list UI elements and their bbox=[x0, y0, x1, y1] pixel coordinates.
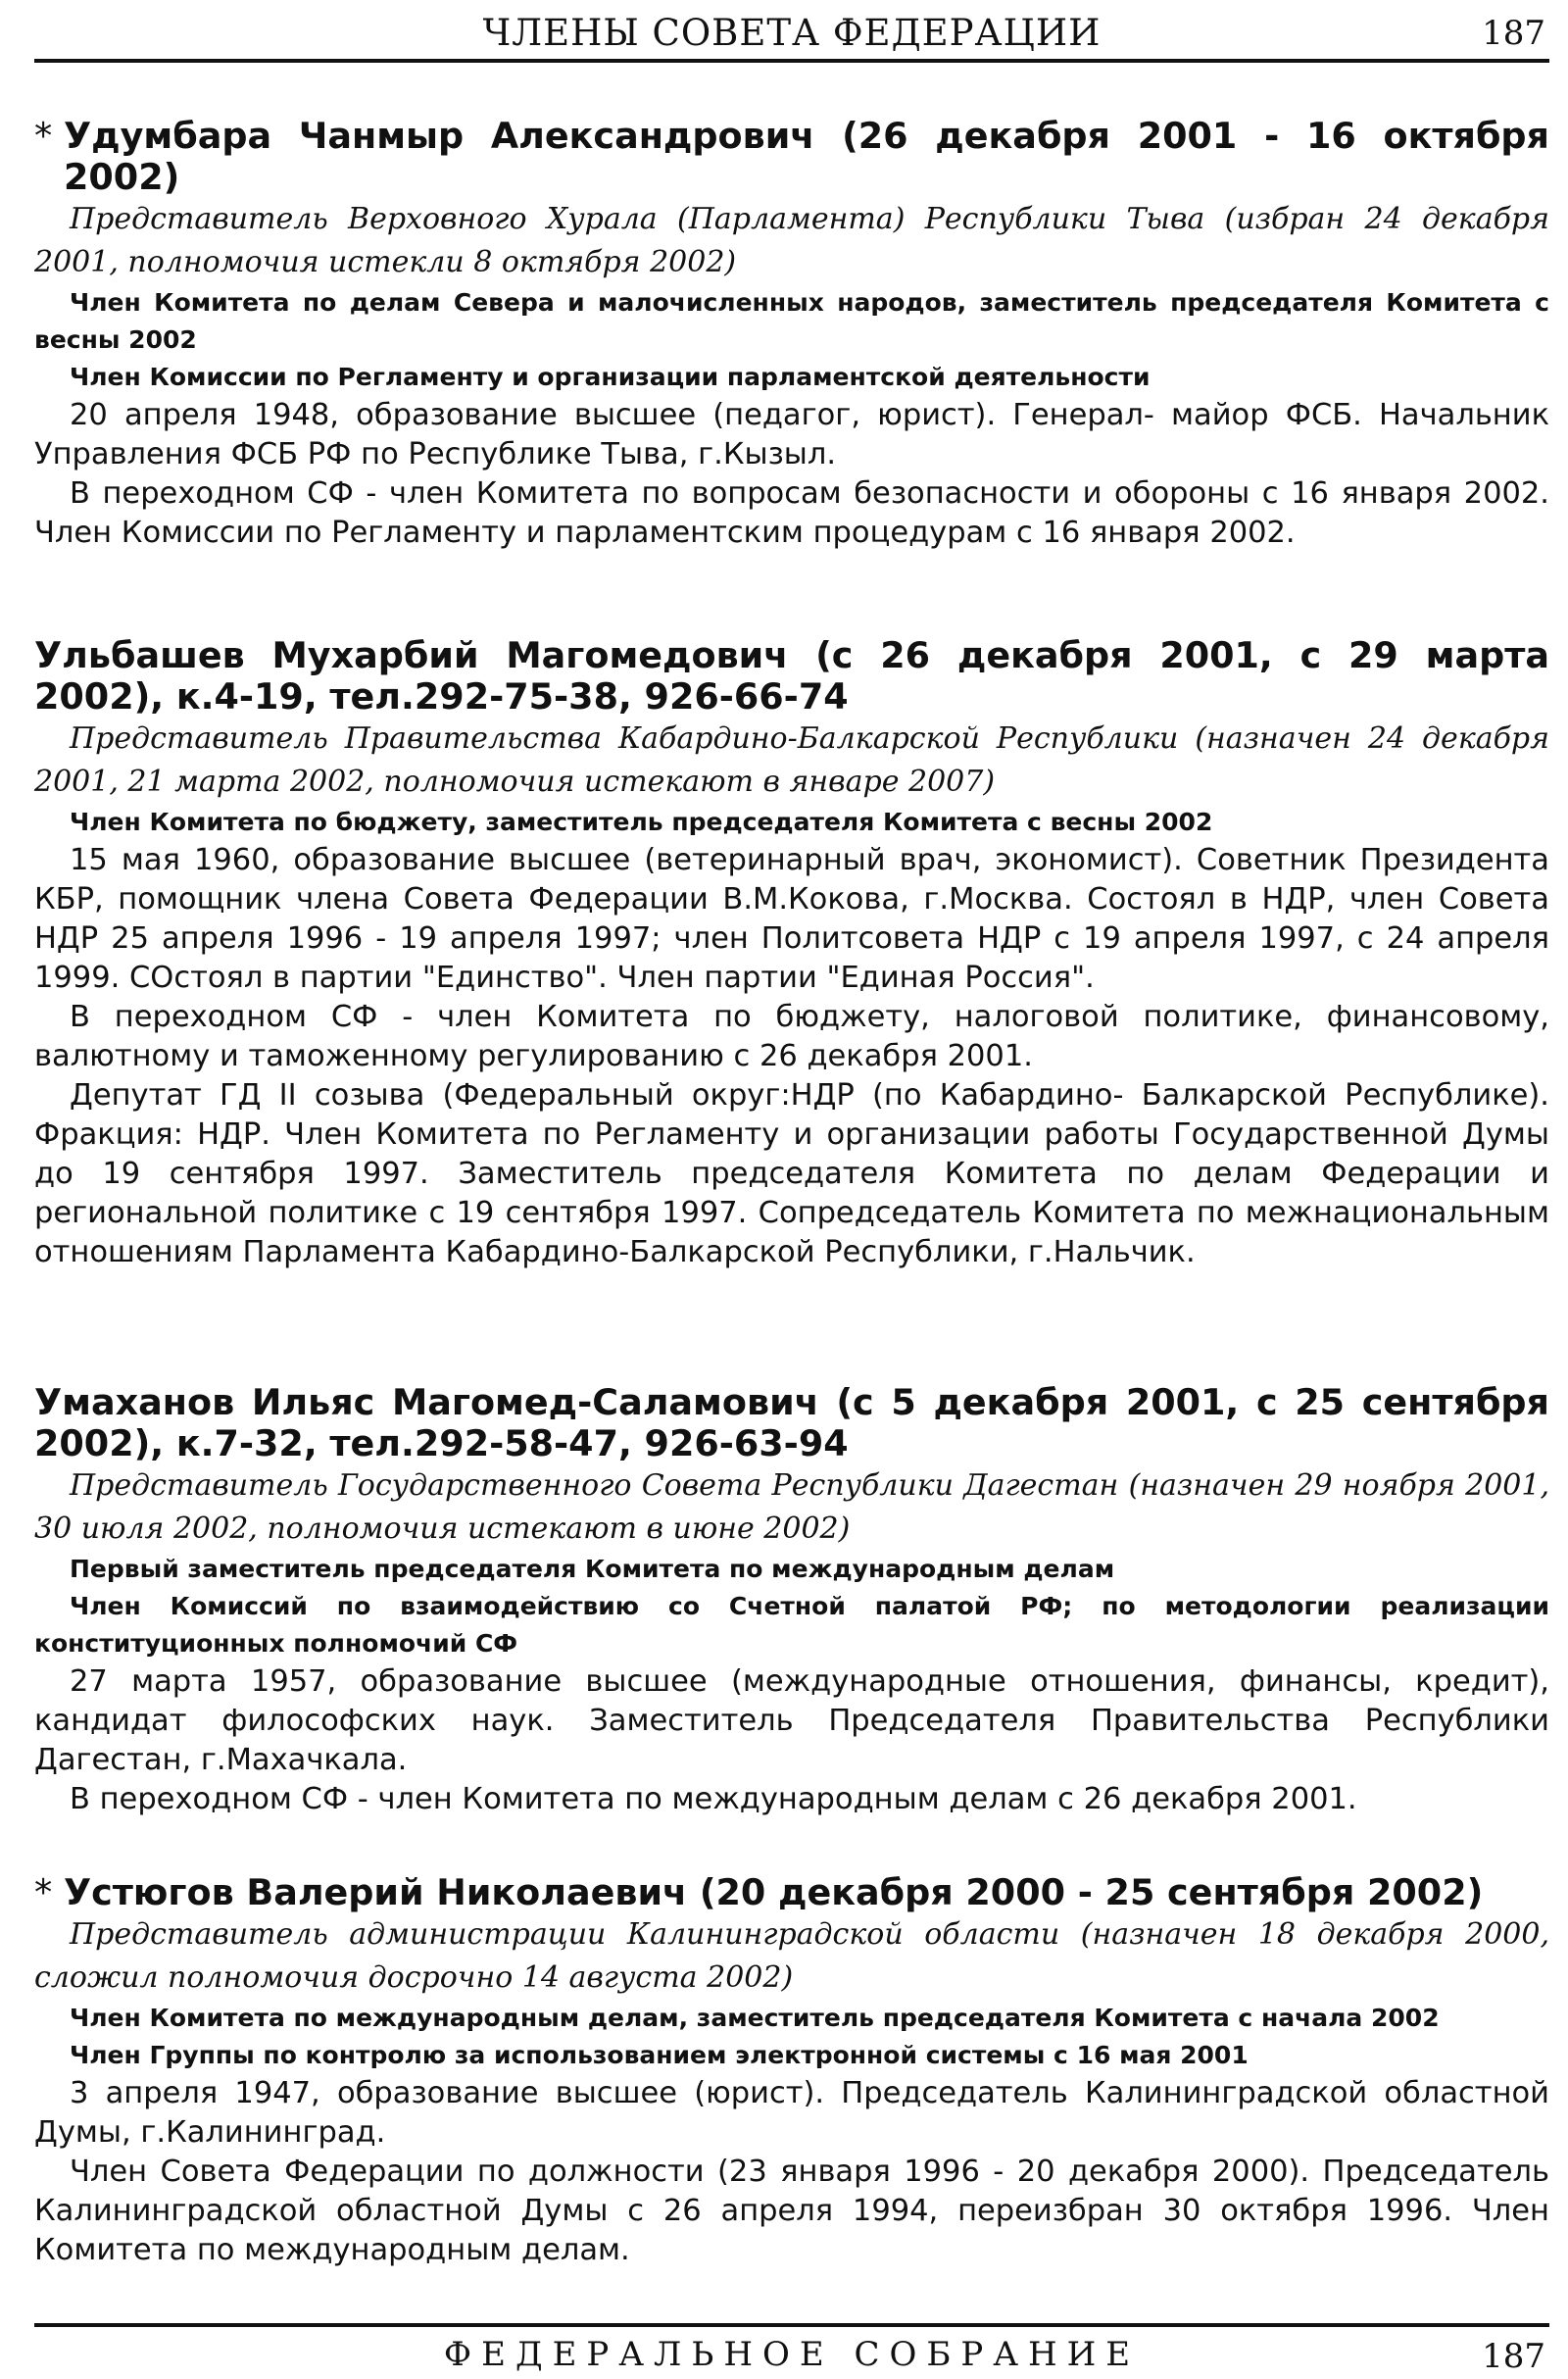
member-entry bbox=[34, 1382, 1549, 1819]
page-number: 187 bbox=[1482, 14, 1545, 53]
running-header-title: ЧЛЕНЫ СОВЕТА ФЕДЕРАЦИИ bbox=[482, 12, 1102, 54]
member-entry bbox=[34, 116, 1549, 553]
asterisk-mark: * bbox=[34, 115, 53, 157]
member-post: Член Комиссий по взаимодействию со Счетной палатой РФ; по методологии реализации конституционных полномочий СФ bbox=[34, 1592, 1549, 1658]
asterisk-mark: * bbox=[34, 1871, 53, 1913]
member-post: Первый заместитель председателя Комитета по международным делам bbox=[70, 1555, 1115, 1583]
member-bio: В переходном СФ - член Комитета по бюджету, налоговой политике, финансовому, валютному и таможенному регулированию с 26 декабря 2001. bbox=[34, 1000, 1549, 1073]
member-entry bbox=[34, 1872, 1549, 2270]
footer-rule bbox=[34, 2323, 1549, 2327]
member-name: Умаханов Ильяс Магомед-Саламович (с 5 декабря 2001, с 25 сентября 2002), к.7-32, тел.292-58-47, 926-63-94 bbox=[34, 1381, 1549, 1464]
member-bio: 27 марта 1957, образование высшее (международные отношения, финансы, кредит), кандидат философских наук. Заместитель Председателя Правительства Республики Дагестан, г.Махачкала. bbox=[34, 1664, 1549, 1777]
member-name-text: Устюгов Валерий Николаевич (20 декабря 2000 - 25 сентября 2002) bbox=[64, 1871, 1484, 1913]
member-post: Член Комитета по бюджету, заместитель председателя Комитета с весны 2002 bbox=[70, 808, 1213, 836]
member-bio: В переходном СФ - член Комитета по вопросам безопасности и обороны с 16 января 2002. Член Комиссии по Регламенту и парламентским процедурам с 16 января 2002. bbox=[34, 476, 1549, 550]
member-bio: Депутат ГД II созыва (Федеральный округ:НДР (по Кабардино- Балкарской Республике). Фракция: НДР. Член Комитета по Регламенту и организации работы Государственной Думы до 19 сентября 1997. Заместитель председателя Комитета по делам Федерации и региональной политике с 19 сентября 1997. Сопредседатель Комитета по межнациональным отношениям Парламента Кабардино-Балкарской Республики, г.Нальчик. bbox=[34, 1078, 1549, 1269]
member-name: Ульбашев Мухарбий Магомедович (с 26 декабря 2001, с 29 марта 2002), к.4-19, тел.292-75-38, 926-66-74 bbox=[34, 634, 1549, 718]
member-post: Член Комиссии по Регламенту и организации парламентской деятельности bbox=[70, 363, 1151, 391]
member-name-text: Удумбара Чанмыр Александрович (26 декабря 2001 - 16 октября 2002) bbox=[64, 115, 1549, 198]
member-role: Представитель администрации Калининградской области (назначен 18 декабря 2000, сложил полномочия досрочно 14 августа 2002) bbox=[34, 1917, 1549, 1995]
member-role: Представитель Государственного Совета Республики Дагестан (назначен 29 ноября 2001, 30 июля 2002, полномочия истекают в июне 2002) bbox=[34, 1468, 1549, 1546]
member-bio: В переходном СФ - член Комитета по международным делам с 26 декабря 2001. bbox=[70, 1782, 1357, 1816]
member-bio: 20 апреля 1948, образование высшее (педагог, юрист). Генерал- майор ФСБ. Начальник Управления ФСБ РФ по Республике Тыва, г.Кызыл. bbox=[34, 398, 1549, 471]
member-bio: Член Совета Федерации по должности (23 января 1996 - 20 декабря 2000). Председатель Калининградской областной Думы с 26 апреля 1994, переизбран 30 октября 1996. Член Комитета по международным делам. bbox=[34, 2155, 1549, 2267]
member-post: Член Группы по контролю за использованием электронной системы с 16 мая 2001 bbox=[70, 2041, 1249, 2069]
member-bio: 3 апреля 1947, образование высшее (юрист). Председатель Калининградской областной Думы, г.Калининград. bbox=[34, 2076, 1549, 2150]
member-bio: 15 мая 1960, образование высшее (ветеринарный врач, экономист). Советник Президента КБР, помощник члена Совета Федерации В.М.Кокова, г.Москва. Состоял в НДР, член Совета НДР 25 апреля 1996 - 19 апреля 1997; член Политсовета НДР с 19 апреля 1997, с 24 апреля 1999. СОстоял в партии "Единство". Член партии "Единая Россия". bbox=[34, 843, 1549, 995]
member-role: Представитель Правительства Кабардино-Балкарской Республики (назначен 24 декабря 2001, 21 марта 2002, полномочия истекают в январе 2007) bbox=[34, 721, 1549, 799]
member-name bbox=[34, 116, 1549, 198]
footer-page-number: 187 bbox=[1482, 2337, 1545, 2376]
page bbox=[34, 0, 1549, 2379]
member-post: Член Комитета по делам Севера и малочисленных народов, заместитель председателя Комитета с весны 2002 bbox=[34, 288, 1549, 354]
member-entry bbox=[34, 635, 1549, 1272]
member-role: Представитель Верховного Хурала (Парламента) Республики Тыва (избран 24 декабря 2001, полномочия истекли 8 октября 2002) bbox=[34, 202, 1549, 279]
member-post: Член Комитета по международным делам, заместитель председателя Комитета с начала 2002 bbox=[70, 2004, 1440, 2032]
footer-title: ФЕДЕРАЛЬНОЕ СОБРАНИЕ bbox=[443, 2335, 1141, 2374]
running-header bbox=[34, 8, 1549, 63]
member-name bbox=[34, 1872, 1549, 1913]
